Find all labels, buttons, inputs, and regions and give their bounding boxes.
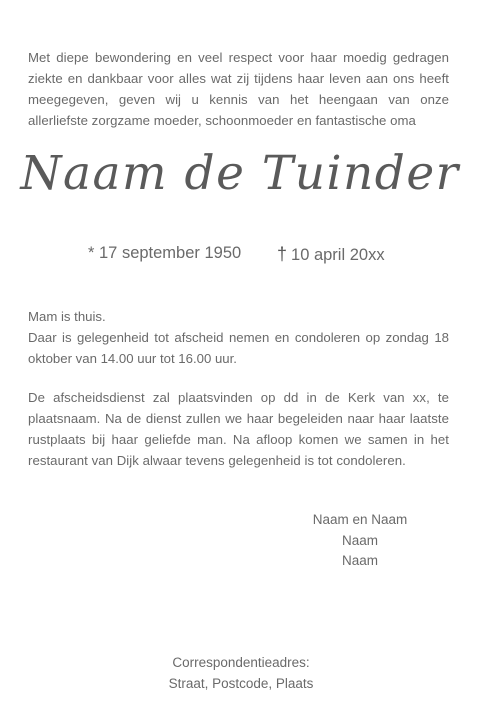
home-notice <box>28 306 449 369</box>
correspondence-address-line: Straat, Postcode, Plaats <box>168 675 314 691</box>
deceased-name: Naam de Tuinder <box>20 146 460 201</box>
cross-icon: † <box>277 244 288 264</box>
signatures <box>300 510 420 572</box>
intro-paragraph: Met diepe bewondering en veel respect voor haar moedig gedragen ziekte en dankbaar voor alles wat zij tijdens haar leven aan ons heeft meegegeven, geven wij u kennis van het heengaan van onze allerliefste zorgzame moeder, schoonmoeder en fantastische oma <box>28 50 449 128</box>
signature-line: Naam en Naam <box>312 512 408 527</box>
home-notice-line-2: Daar is gelegenheid tot afscheid nemen en condoleren op zondag 18 oktober van 14.00 uur tot 16.00 uur. <box>28 330 449 366</box>
correspondence-label: Correspondentieadres: <box>172 655 310 670</box>
home-notice-line-1: Mam is thuis. <box>28 309 106 324</box>
service-paragraph: De afscheidsdienst zal plaatsvinden op dd in de Kerk van xx, te plaatsnaam. Na de dienst zullen we haar begeleiden naar haar laatste rustplaats bij haar geliefde man. Na afloop komen we samen in het restaurant van Dijk alwaar tevens gelegenheid is tot condoleren. <box>28 390 449 468</box>
signature-line: Naam <box>341 553 378 568</box>
death-date-group <box>277 244 385 265</box>
signature-line: Naam <box>341 532 378 548</box>
death-date: 10 april 20xx <box>291 246 385 264</box>
birth-date: * 17 september 1950 <box>88 244 242 262</box>
correspondence-address <box>0 653 480 694</box>
